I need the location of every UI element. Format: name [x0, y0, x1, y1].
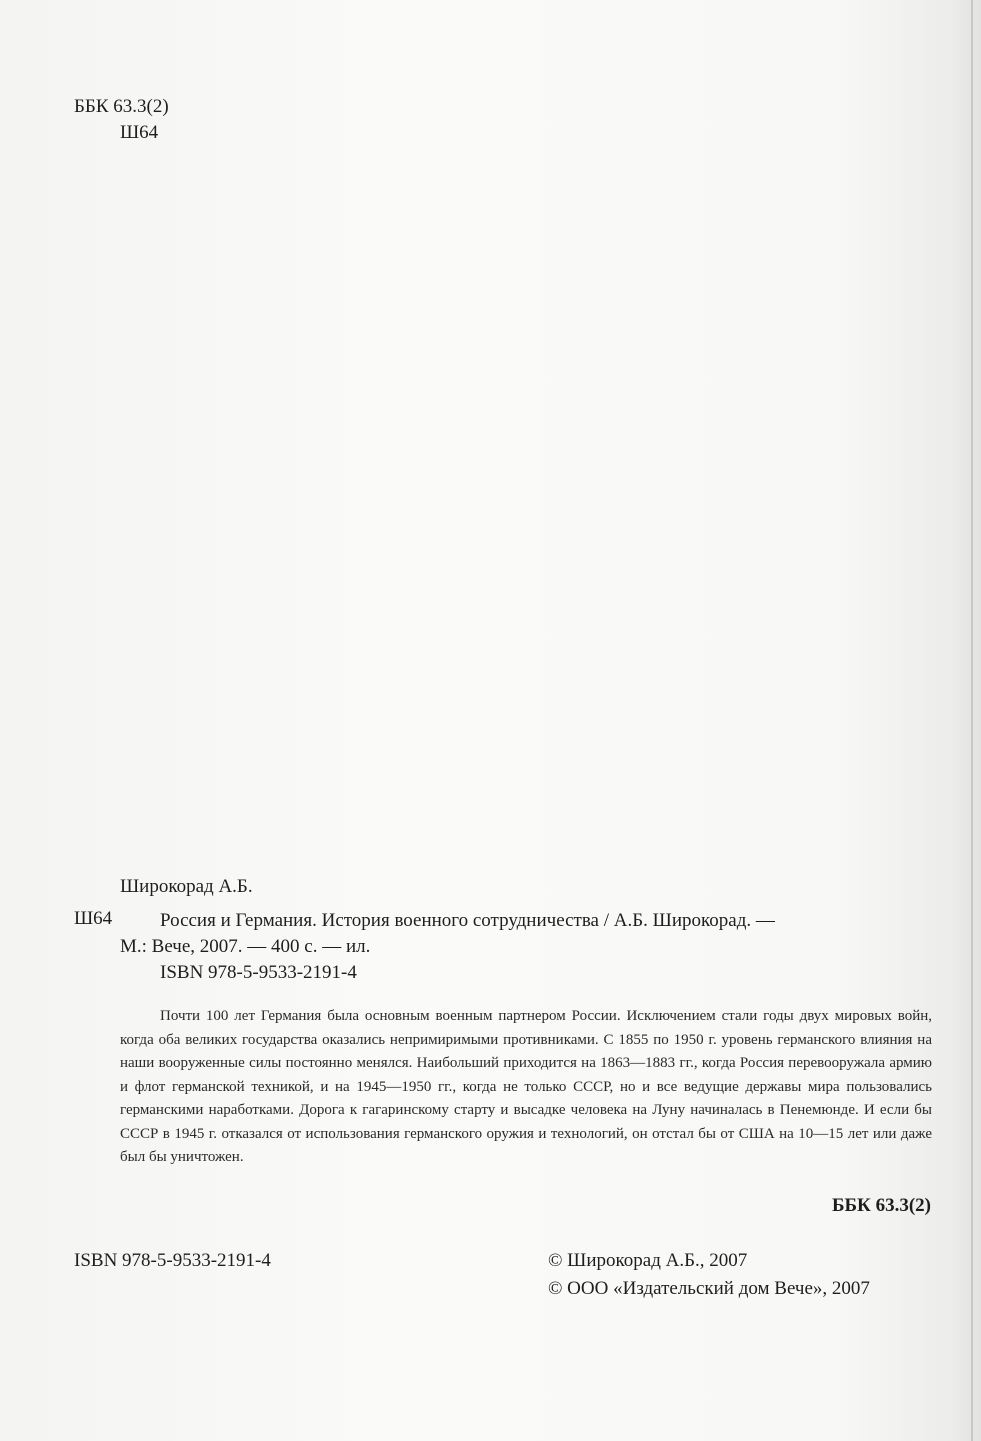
catalog-isbn: ISBN 978-5-9533-2191-4 — [160, 962, 357, 983]
bbk-code: ББК 63.3(2) — [74, 96, 169, 117]
catalog-author-mark: Ш64 — [74, 908, 113, 929]
imprint-line: М.: Вече, 2007. — 400 с. — ил. — [120, 936, 371, 957]
bbk-classification-block — [74, 94, 169, 146]
copyright-publisher: © ООО «Издательский дом Вече», 2007 — [548, 1278, 870, 1299]
copyright-block — [548, 1247, 870, 1303]
catalog-bbk-code: ББК 63.3(2) — [831, 1195, 931, 1216]
copyright-author: © Широкорад А.Б., 2007 — [548, 1250, 748, 1271]
author-heading: Широкорад А.Б. — [120, 876, 253, 897]
author-mark: Ш64 — [120, 122, 159, 143]
footer-isbn: ISBN 978-5-9533-2191-4 — [74, 1250, 271, 1271]
page-edge — [971, 0, 973, 1441]
book-abstract: Почти 100 лет Германия была основным военным партнером России. Исключением стали годы двух мировых войн, когда оба великих государства оказались непримиримыми противниками. С 1855 по 1950 г. уровень германского влияния на наши вооруженные силы постоянно менялся. Наибольший приходится на 1863—1883 гг., когда Россия перевооружала армию и флот германской техникой, и на 1945—1950 гг., когда не только СССР, но и все ведущие державы мира пользовались германскими наработками. Дорога к гагаринскому старту и высадке человека на Луну начиналась в Пенемюнде. И если бы СССР в 1945 г. отказался от использования германского оружия и технологий, он отстал бы от США на 10—15 лет или даже был бы уничтожен. — [120, 1008, 932, 1165]
title-line: Россия и Германия. История военного сотрудничества / А.Б. Широкорад. — — [160, 910, 775, 931]
bibliographic-description — [120, 908, 935, 960]
